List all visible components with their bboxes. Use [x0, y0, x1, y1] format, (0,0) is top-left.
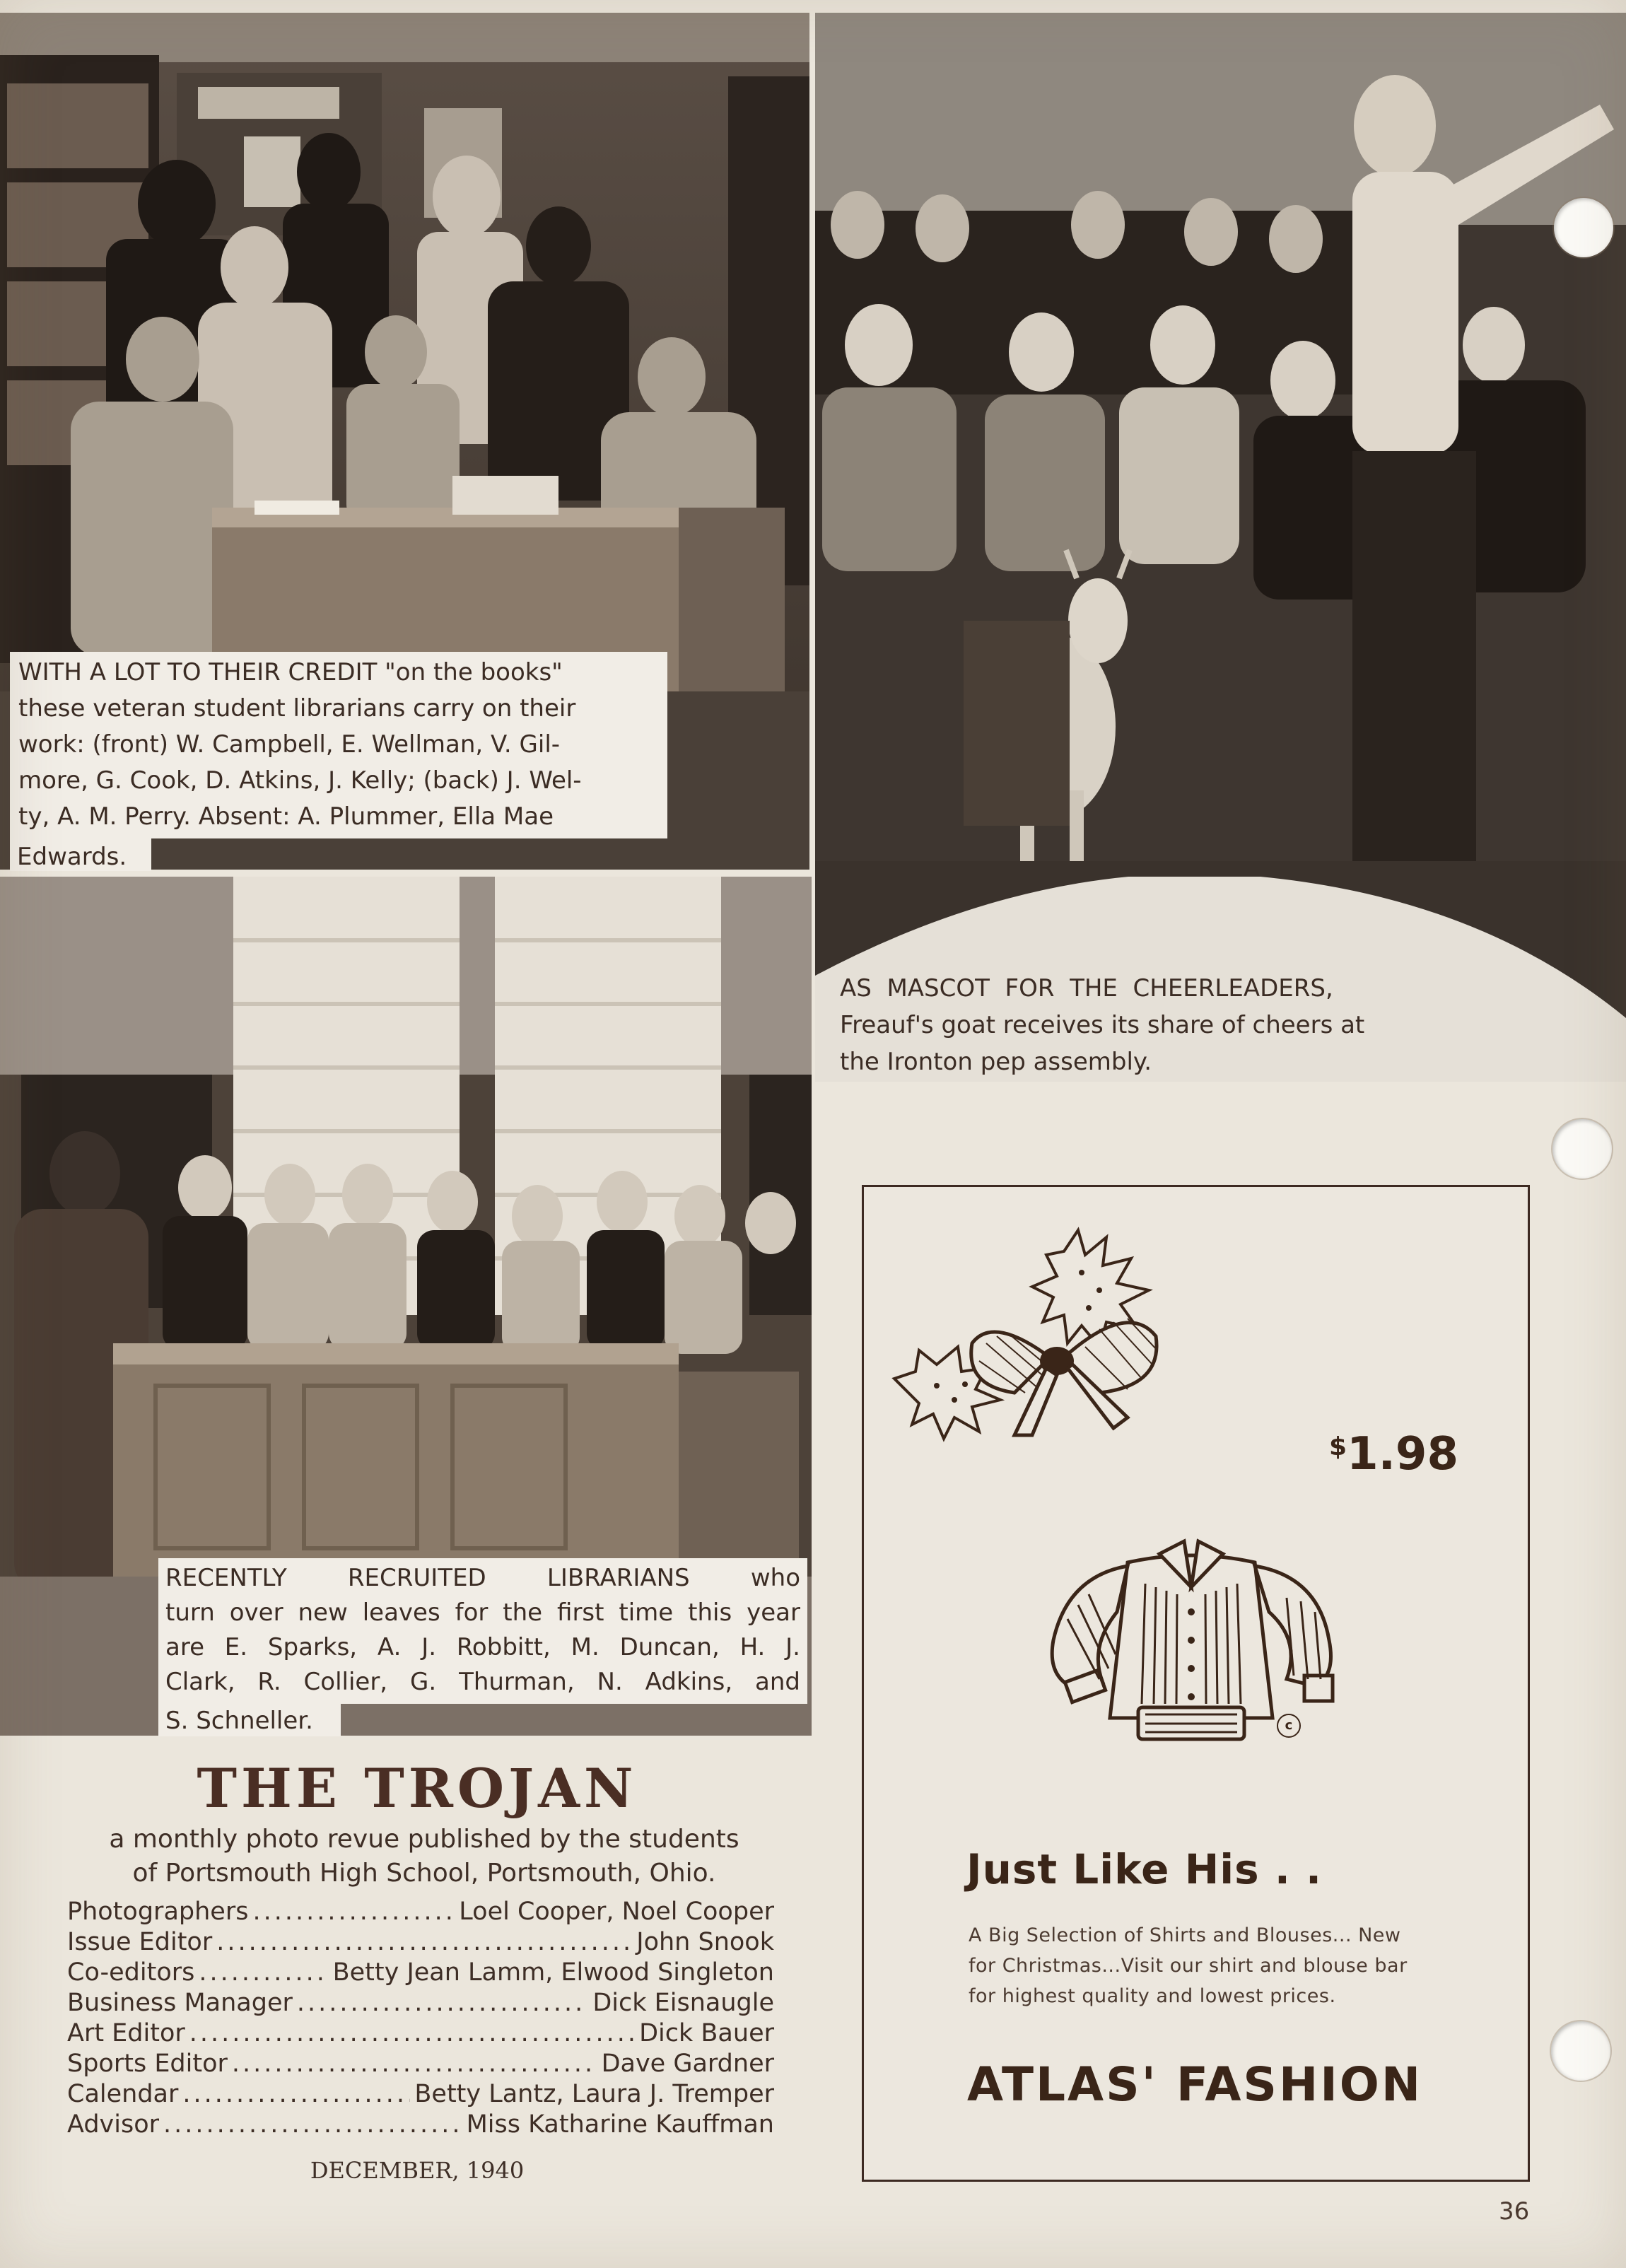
- staff-role: Calendar: [67, 2080, 179, 2108]
- dot-leader: [232, 2050, 597, 2078]
- copyright-mark: c: [1277, 1714, 1301, 1738]
- staff-name: Dick Bauer: [639, 2019, 774, 2047]
- staff-row: [67, 2050, 774, 2080]
- masthead-title: THE TROJAN: [197, 1757, 638, 1820]
- ad-headline: Just Like His . .: [966, 1845, 1323, 1893]
- dot-leader: [216, 1928, 632, 1956]
- issue-date: DECEMBER, 1940: [310, 2157, 525, 2184]
- caption-line: RECENTLY RECRUITED LIBRARIANS who: [165, 1564, 800, 1592]
- caption-line: turn over new leaves for the first time this year: [165, 1598, 800, 1627]
- staff-row: [67, 1958, 774, 1989]
- price-value: 1.98: [1347, 1428, 1458, 1480]
- dot-leader: [163, 2110, 462, 2139]
- caption-line: ty, A. M. Perry. Absent: A. Plummer, Ella Mae: [18, 802, 554, 831]
- ad-body: A Big Selection of Shirts and Blouses... New for Christmas...Visit our shirt and blouse bar for highest quality and lowest prices.: [969, 1924, 1408, 2007]
- staff-row: [67, 1898, 774, 1928]
- staff-role: Sports Editor: [67, 2050, 228, 2078]
- binder-hole: [1551, 2021, 1610, 2081]
- dot-leader: [199, 1958, 328, 1987]
- dot-leader: [189, 2019, 635, 2047]
- masthead-subtitle-line: of Portsmouth High School, Portsmouth, Ohio.: [132, 1859, 716, 1888]
- caption-mascot: [840, 970, 1476, 1080]
- staff-name: Miss Katharine Kauffman: [466, 2110, 774, 2139]
- caption-new-librarians: [158, 1558, 807, 1704]
- caption-line: Freauf's goat receives its share of cheers at: [840, 1011, 1365, 1039]
- staff-name: Dick Eisnaugle: [592, 1989, 774, 2017]
- caption-line: AS MASCOT FOR THE CHEERLEADERS,: [840, 974, 1333, 1003]
- caption-line: more, G. Cook, D. Atkins, J. Kelly; (back) J. Wel-: [18, 766, 582, 795]
- staff-role: Art Editor: [67, 2019, 185, 2047]
- binder-hole: [1552, 1119, 1612, 1179]
- caption-new-librarians-tail: S. Schneller.: [158, 1702, 341, 1736]
- holly-bow-icon: [887, 1223, 1227, 1456]
- masthead-subtitle-line: a monthly photo revue published by the students: [109, 1825, 739, 1854]
- staff-role: Co-editors: [67, 1958, 195, 1987]
- ad-price: [1329, 1428, 1458, 1480]
- staff-row: [67, 2019, 774, 2050]
- staff-name: Betty Jean Lamm, Elwood Singleton: [332, 1958, 774, 1987]
- binder-hole: [1554, 198, 1613, 257]
- caption-line: work: (front) W. Campbell, E. Wellman, V. Gil-: [18, 730, 561, 759]
- dot-leader: [297, 1989, 588, 2017]
- caption-line: Clark, R. Collier, G. Thurman, N. Adkins, and: [165, 1668, 800, 1696]
- staff-name: John Snook: [636, 1928, 774, 1956]
- caption-line: these veteran student librarians carry on their: [18, 694, 576, 723]
- caption-line: WITH A LOT TO THEIR CREDIT "on the books": [18, 658, 563, 686]
- caption-line: are E. Sparks, A. J. Robbitt, M. Duncan, H. J.: [165, 1633, 800, 1661]
- staff-name: Loel Cooper, Noel Cooper: [459, 1898, 774, 1926]
- staff-role: Photographers: [67, 1898, 249, 1926]
- staff-name: Betty Lantz, Laura J. Tremper: [414, 2080, 774, 2108]
- price-currency: $: [1329, 1432, 1347, 1461]
- caption-veteran-librarians-tail: Edwards.: [10, 838, 151, 871]
- staff-row: [67, 1989, 774, 2019]
- staff-row: [67, 2110, 774, 2141]
- staff-row: [67, 2080, 774, 2110]
- dot-leader: [252, 1898, 455, 1926]
- dot-leader: [182, 2080, 410, 2108]
- staff-name: Dave Gardner: [601, 2050, 774, 2078]
- caption-line: the Ironton pep assembly.: [840, 1048, 1152, 1076]
- masthead-subtitle: [67, 1823, 781, 1890]
- staff-list: [67, 1898, 774, 2141]
- staff-role: Advisor: [67, 2110, 160, 2139]
- staff-role: Business Manager: [67, 1989, 293, 2017]
- page-number: 36: [1499, 2197, 1530, 2226]
- staff-row: [67, 1928, 774, 1958]
- staff-role: Issue Editor: [67, 1928, 213, 1956]
- ad-brand: ATLAS' FASHION: [967, 2057, 1423, 2112]
- caption-veteran-librarians: [10, 652, 667, 838]
